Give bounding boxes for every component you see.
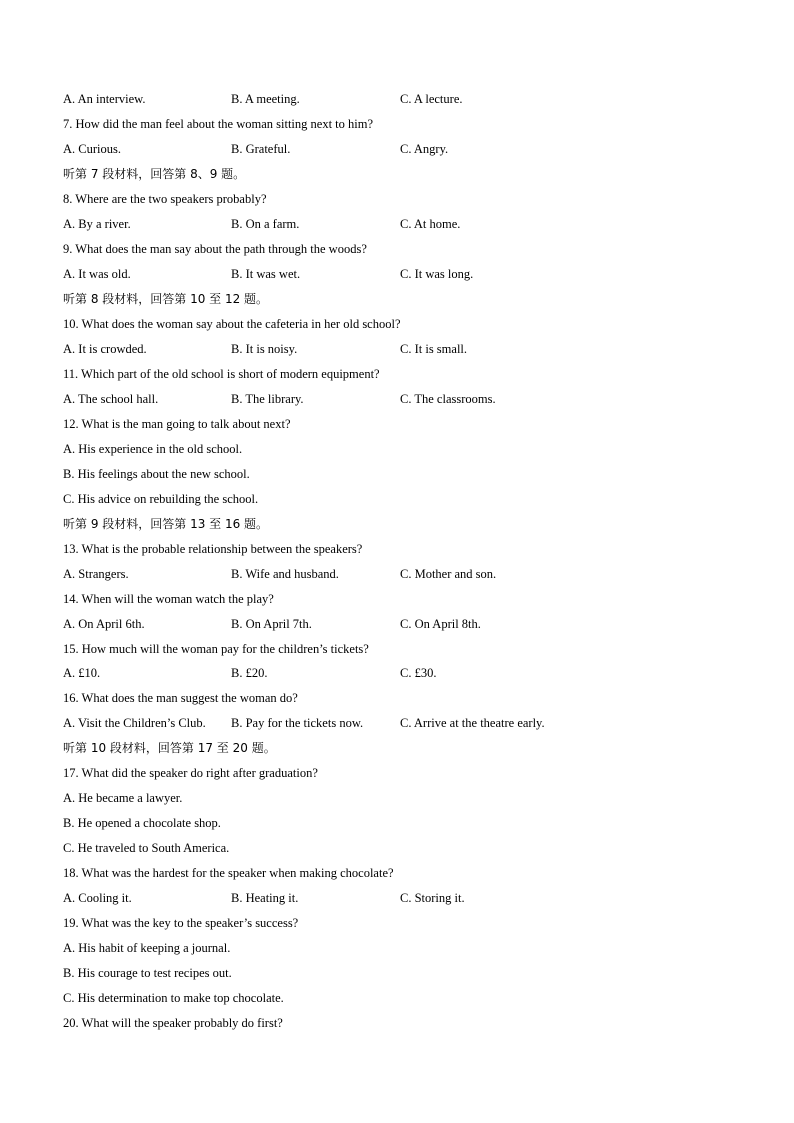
q13-option-a: A. Strangers. [63,567,129,581]
q13-option-c: C. Mother and son. [400,567,497,581]
q15-option-c: C. £30. [400,666,437,680]
q15-question: 15. How much will the woman pay for the children’s tickets? [63,642,369,656]
q11-question: 11. Which part of the old school is short of modern equipment? [63,367,380,381]
q17-option-b: B. He opened a chocolate shop. [63,816,221,830]
q19-option-c: C. His determination to make top chocolate. [63,991,284,1005]
q8-option-a: A. By a river. [63,217,131,231]
q13-question: 13. What is the probable relationship between the speakers? [63,542,363,556]
q7-option-b: B. Grateful. [231,142,291,156]
q8-option-c: C. At home. [400,217,461,231]
q10-option-a: A. It is crowded. [63,342,147,356]
section-8-heading: 听第 8 段材料，回答第 10 至 12 题。 [63,292,269,306]
q7-option-c: C. Angry. [400,142,449,156]
q6-option-a: A. An interview. [63,92,146,106]
q10-option-c: C. It is small. [400,342,468,356]
q14-option-b: B. On April 7th. [231,617,312,631]
q14-question: 14. When will the woman watch the play? [63,592,274,606]
q12-option-a: A. His experience in the old school. [63,442,243,456]
q16-question: 16. What does the man suggest the woman do? [63,691,298,705]
q9-option-b: B. It was wet. [231,267,301,281]
q11-option-b: B. The library. [231,392,304,406]
q11-option-a: A. The school hall. [63,392,159,406]
q18-option-a: A. Cooling it. [63,891,132,905]
q8-question: 8. Where are the two speakers probably? [63,192,267,206]
q13-option-b: B. Wife and husband. [231,567,339,581]
q18-option-b: B. Heating it. [231,891,299,905]
section-9-heading: 听第 9 段材料，回答第 13 至 16 题。 [63,517,269,531]
q8-option-b: B. On a farm. [231,217,300,231]
q9-option-a: A. It was old. [63,267,131,281]
q16-option-b: B. Pay for the tickets now. [231,716,364,730]
q6-option-c: C. A lecture. [400,92,463,106]
section-10-heading: 听第 10 段材料，回答第 17 至 20 题。 [63,741,276,755]
q15-option-b: B. £20. [231,666,268,680]
q19-question: 19. What was the key to the speaker’s success? [63,916,299,930]
q6-option-b: B. A meeting. [231,92,300,106]
q9-option-c: C. It was long. [400,267,474,281]
q17-option-c: C. He traveled to South America. [63,841,230,855]
q7-question: 7. How did the man feel about the woman sitting next to him? [63,117,374,131]
q19-option-b: B. His courage to test recipes out. [63,966,232,980]
q14-option-a: A. On April 6th. [63,617,145,631]
q9-question: 9. What does the man say about the path through the woods? [63,242,367,256]
q11-option-c: C. The classrooms. [400,392,496,406]
q15-option-a: A. £10. [63,666,101,680]
section-7-heading: 听第 7 段材料，回答第 8、9 题。 [63,167,246,181]
q14-option-c: C. On April 8th. [400,617,481,631]
q16-option-c: C. Arrive at the theatre early. [400,716,545,730]
q12-option-b: B. His feelings about the new school. [63,467,250,481]
q7-option-a: A. Curious. [63,142,121,156]
q12-question: 12. What is the man going to talk about next? [63,417,291,431]
q10-question: 10. What does the woman say about the cafeteria in her old school? [63,317,401,331]
q18-option-c: C. Storing it. [400,891,465,905]
q10-option-b: B. It is noisy. [231,342,298,356]
q12-option-c: C. His advice on rebuilding the school. [63,492,259,506]
q17-question: 17. What did the speaker do right after graduation? [63,766,318,780]
q19-option-a: A. His habit of keeping a journal. [63,941,231,955]
q18-question: 18. What was the hardest for the speaker when making chocolate? [63,866,394,880]
q20-question: 20. What will the speaker probably do first? [63,1016,283,1030]
q16-option-a: A. Visit the Children’s Club. [63,716,206,730]
q17-option-a: A. He became a lawyer. [63,791,183,805]
